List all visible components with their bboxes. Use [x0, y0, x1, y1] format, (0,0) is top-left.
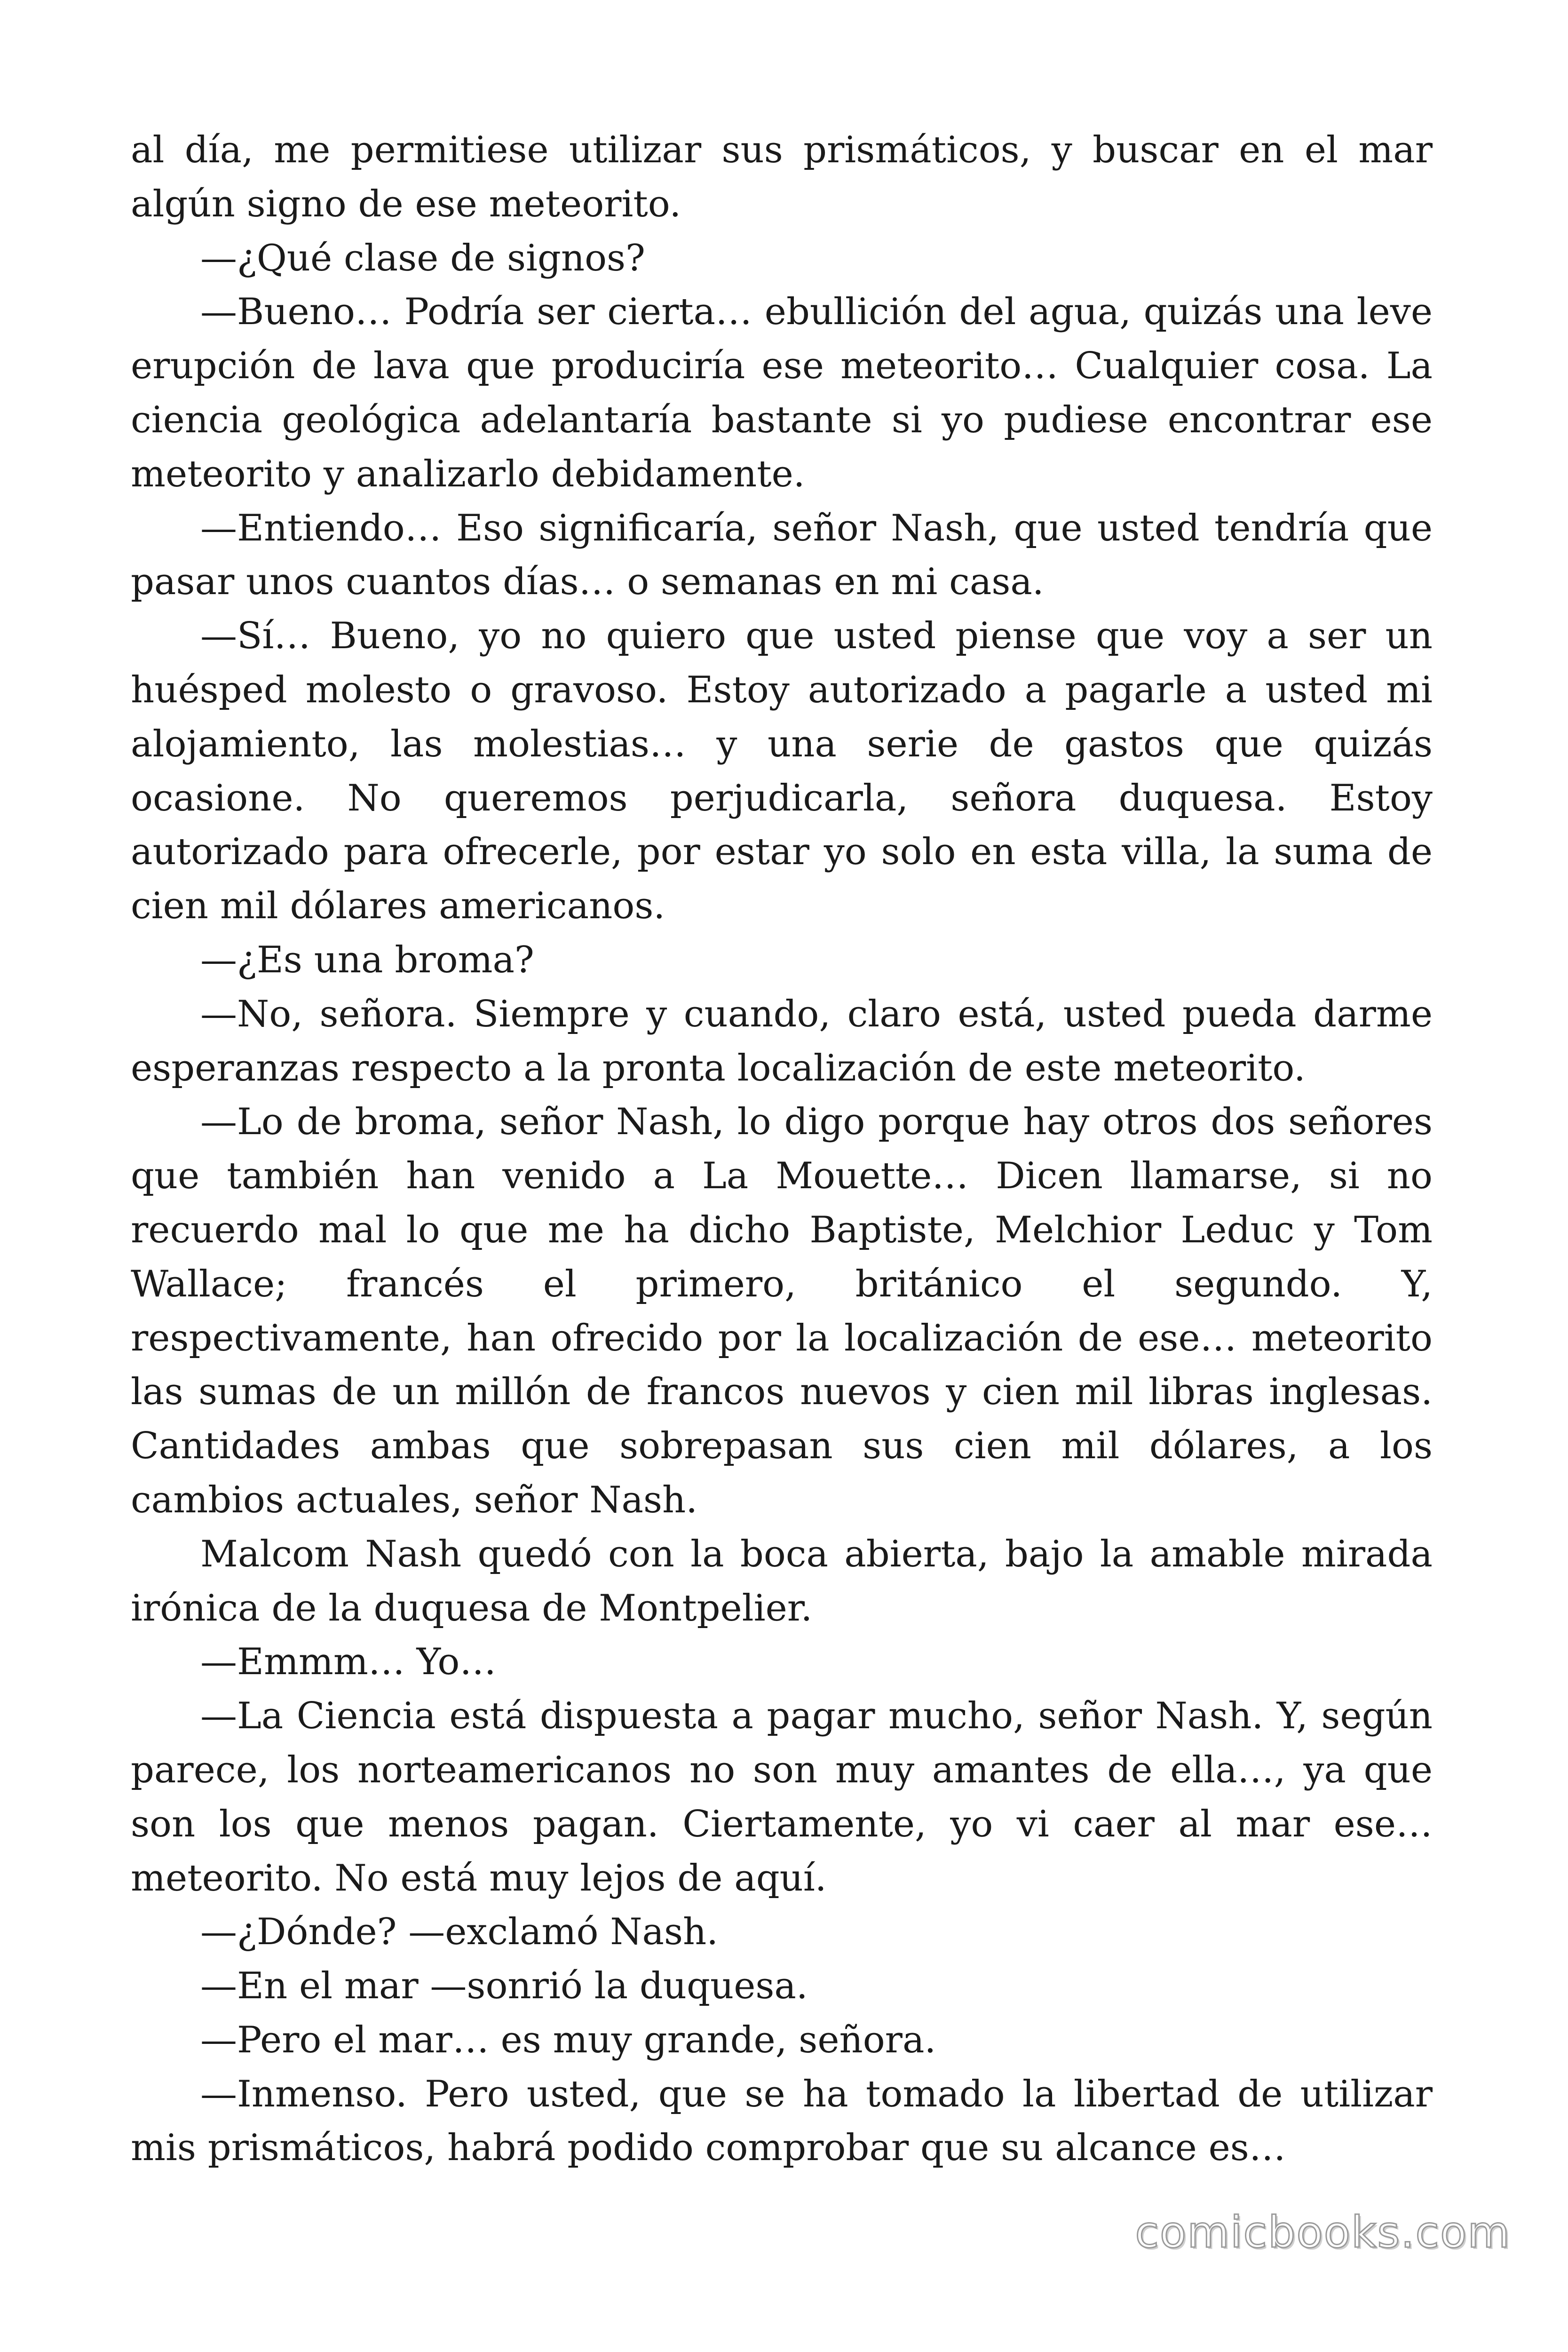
paragraph-7: —No, señora. Siempre y cuando, claro está, usted pueda darme esperanzas respecto a la pronta localización de este meteorito.	[131, 993, 1433, 1089]
paragraph-1: al día, me permitiese utilizar sus prismáticos, y buscar en el mar algún signo de ese meteorito.	[131, 129, 1433, 225]
paragraph-8: —Lo de broma, señor Nash, lo digo porque hay otros dos señores que también han venido a La Mouette… Dicen llamarse, si no recuerdo mal lo que me ha dicho Baptiste, Melchior Leduc y Tom Wallace; francés el primero, británico el segundo. Y, respectivamente, han ofrecido por la localización de ese… meteorito las sumas de un millón de francos nuevos y cien mil libras inglesas. Cantidades ambas que sobrepasan sus cien mil dólares, a los cambios actuales, señor Nash.	[131, 1101, 1433, 1521]
paragraph-13: —En el mar —sonrió la duquesa.	[200, 1965, 808, 2008]
paragraph-10: —Emmm… Yo…	[200, 1641, 497, 1684]
paragraph-12: —¿Dónde? —exclamó Nash.	[200, 1911, 719, 1954]
page-text	[131, 123, 1433, 2175]
paragraph-5: —Sí… Bueno, yo no quiero que usted piense que voy a ser un huésped molesto o gravoso. Estoy autorizado a pagarle a usted mi alojamiento, las molestias… y una serie de gastos que quizás ocasione. No queremos perjudicarla, señora duquesa. Estoy autorizado para ofrecerle, por estar yo solo en esta villa, la suma de cien mil dólares americanos.	[131, 615, 1433, 928]
paragraph-11: —La Ciencia está dispuesta a pagar mucho, señor Nash. Y, según parece, los norteamericanos no son muy amantes de ella…, ya que son los que menos pagan. Ciertamente, yo vi caer al mar ese… meteorito. No está muy lejos de aquí.	[131, 1695, 1433, 1899]
paragraph-2: —¿Qué clase de signos?	[200, 237, 645, 279]
paragraph-15: —Inmenso. Pero usted, que se ha tomado la libertad de utilizar mis prismáticos, habrá podido comprobar que su alcance es…	[131, 2073, 1433, 2169]
paragraph-6: —¿Es una broma?	[200, 938, 534, 981]
paragraph-14: —Pero el mar… es muy grande, señora.	[200, 2018, 936, 2061]
paragraph-4: —Entiendo… Eso significaría, señor Nash, que usted tendría que pasar unos cuantos días… o semanas en mi casa.	[131, 507, 1433, 604]
watermark: comicbooks.com	[1135, 2207, 1511, 2257]
paragraph-9: Malcom Nash quedó con la boca abierta, bajo la amable mirada irónica de la duquesa de Montpelier.	[131, 1533, 1433, 1629]
paragraph-3: —Bueno… Podría ser cierta… ebullición del agua, quizás una leve erupción de lava que produciría ese meteorito… Cualquier cosa. La ciencia geológica adelantaría bastante si yo pudiese encontrar ese meteorito y analizarlo debidamente.	[131, 291, 1433, 495]
